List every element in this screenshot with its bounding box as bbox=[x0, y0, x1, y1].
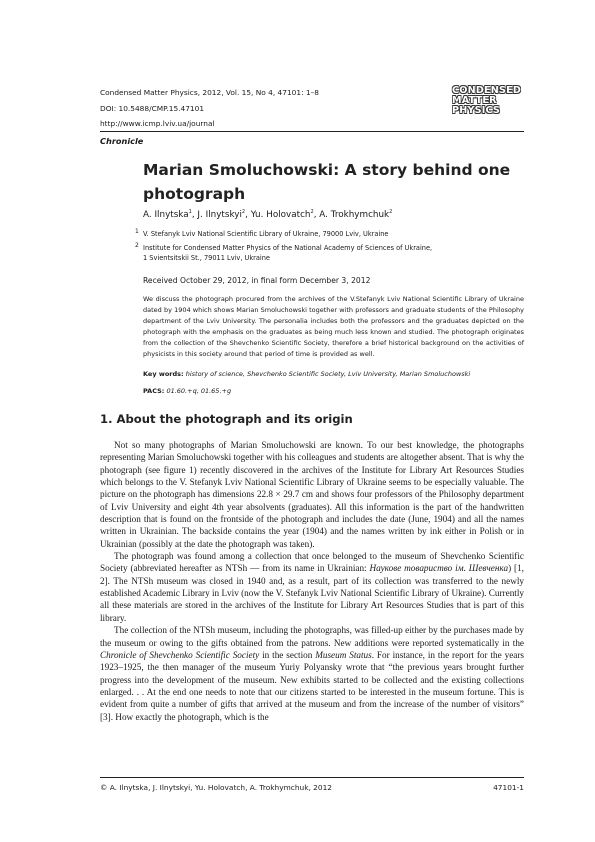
copyright: © A. Ilnytska, J. Ilnytskyi, Yu. Holovatch, A. Trokhymchuk, 2012 bbox=[100, 783, 332, 792]
header-divider bbox=[100, 131, 524, 132]
paper-title: Marian Smoluchowski: A story behind one photograph bbox=[143, 161, 511, 203]
author: A. Ilnytska bbox=[143, 210, 189, 220]
section-heading: 1. About the photograph and its origin bbox=[100, 412, 353, 426]
journal-header bbox=[100, 85, 319, 132]
journal-url[interactable]: http://www.icmp.lviv.ua/journal bbox=[100, 119, 215, 128]
pacs-label: PACS: bbox=[143, 387, 165, 395]
keywords-label: Key words: bbox=[143, 370, 184, 378]
ukrainian-name: Наукове товариство ім. Шевченка bbox=[369, 563, 509, 574]
keywords-text: history of science, Shevchenko Scientific Society, Lviv University, Marian Smoluchowski bbox=[185, 370, 471, 378]
section-label: Chronicle bbox=[100, 136, 144, 146]
abstract: We discuss the photograph procured from the archives of the V.Stefanyk Lviv National Scientific Library of Ukraine dated by 1904 which shows Marian Smoluchowski together with professors and graduate students of the Philosophy department of the Lviv University. The personalia includes both the professors and the graduates depicted on the photograph with the emphasis on the graduates as being much less known and studied. The photograph originates from the collection of the Shevchenko Scientific Society, therefore a brief historical background on the activities of physicists in this society around that period of time is provided as well. bbox=[143, 295, 524, 358]
author: A. Trokhymchuk bbox=[319, 210, 390, 220]
author-list: A. Ilnytska$^1$, J. Ilnytskyi$^2$, Yu. Holovatch$^2$, A. Trokhymchuk$^2$ bbox=[143, 209, 393, 220]
body-text bbox=[100, 439, 524, 723]
keywords bbox=[143, 370, 470, 378]
author: Yu. Holovatch bbox=[250, 210, 311, 220]
footer-divider bbox=[100, 777, 524, 778]
journal-citation: Condensed Matter Physics, 2012, Vol. 15, No 4, 47101: 1–8 bbox=[100, 88, 320, 97]
page-number: 47101-1 bbox=[493, 783, 524, 792]
paragraph: The collection of the NTSh museum, including the photographs, was filled-up either by the purchases made by the museum or owing to the gifts obtained from the patrons. New additions were reported systematically in the Chronicle of Shevchenko Scientific Society in the section Museum Status. For instance, in the report for the years 1923–1925, the then manager of the museum Yuriy Polyansky wrote that “the previous years brought further progress into the development of the museum. New exhibits started to be collected and the existing collections enlarged. . . At the end one needs to note that our citizens started to be interested in the museum fortune. This is evident from quite a number of gifts that arrived at the museum and from the increase of the number of visitors” [3]. How exactly the photograph, which is the bbox=[100, 625, 524, 722]
affiliation-2: 2 Institute for Condensed Matter Physics of the National Academy of Sciences of Ukraine, 1 Svientsitskii St., 79011 Lviv, Ukraine bbox=[135, 242, 433, 262]
pacs-codes: 01.60.+q, 01.65.+g bbox=[166, 387, 232, 395]
affiliation-1: 1 V. Stefanyk Lviv National Scientific Library of Ukraine, 79000 Lviv, Ukraine bbox=[135, 228, 389, 238]
paragraph: Not so many photographs of Marian Smoluchowski are known. To our best knowledge, the photographs representing Marian Smoluchowski together with his colleagues and students are altogether absent. That is why the photograph (see figure 1) recently discovered in the archives of the Institute for Library Art Resources Studies which belongs to the V. Stefanyk Lviv National Scientific Library of Ukraine seems to be especially valuable. The picture on the photograph has dimensions 22.8 × 29.7 cm and shows four professors of the Philosophy department of Lviv University and eight 4th year absolvents (graduates). All this information is the part of the handwritten description that is found on the frontside of the photograph and includes the date (June, 1904) and all the names written in Ukrainian. The backside contains the year (1904) and the names written by ink either in Polish or in Ukrainian (possibly at the date the photograph was taken). bbox=[100, 440, 524, 549]
doi: DOI: 10.5488/CMP.15.47101 bbox=[100, 103, 205, 113]
author: J. Ilnytskyi bbox=[197, 210, 242, 220]
pacs bbox=[143, 387, 231, 395]
paragraph: The photograph was found among a collection that once belonged to the museum of Shevchenko Scientific Society (abbreviated hereafter as NTSh — from its name in Ukrainian: Наукове товариство ім. Шевченка) [1, 2]. The NTSh museum was closed in 1940 and, as a result, part of its collection was transferred to the newly established Academic Library in Lviv (now the V. Stefanyk Lviv National Scientific Library of Ukraine). Currently all these materials are stored in the archives of the Institute for Library Art Resources Studies that is part of this library. bbox=[100, 551, 524, 623]
received-dates: Received October 29, 2012, in final form December 3, 2012 bbox=[143, 276, 371, 285]
journal-logo: CONDENSED MATTER PHYSICS bbox=[452, 85, 521, 116]
